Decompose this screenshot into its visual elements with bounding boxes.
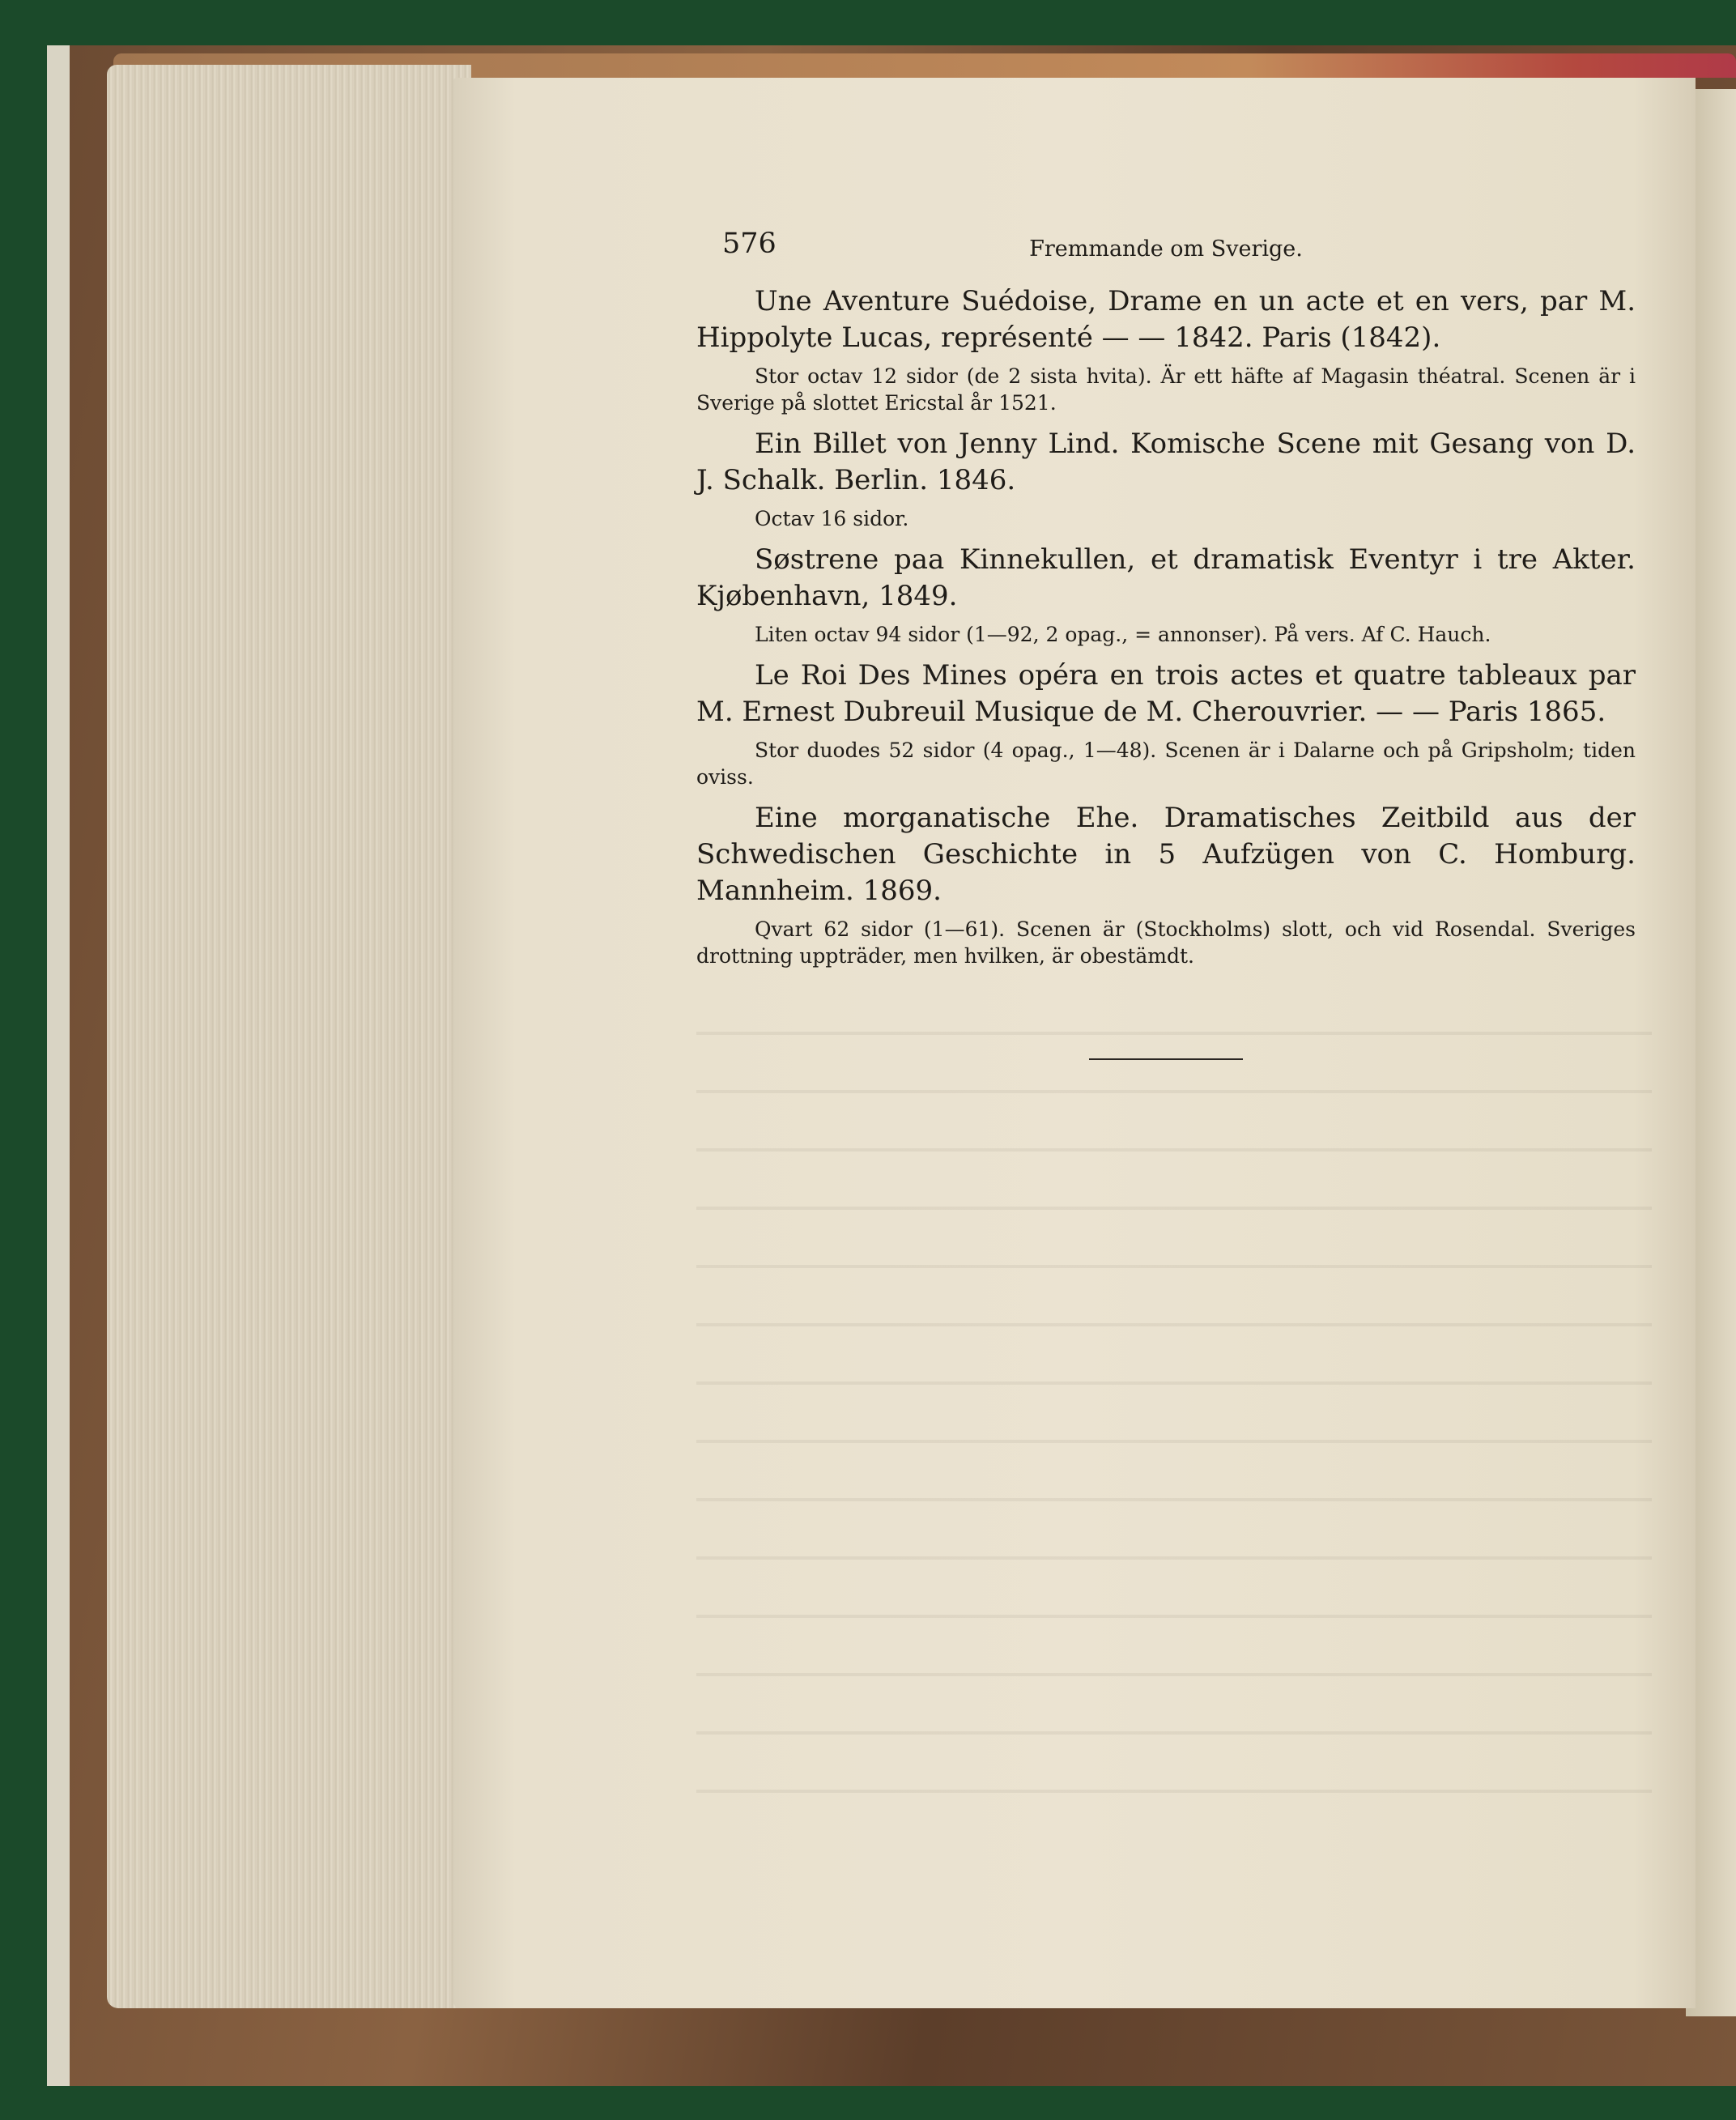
entry-note: Stor octav 12 sidor (de 2 sista hvita). Är ett häfte af Magasin théatral. Scenen är i Sverige på slottet Ericstal år 1521. [696, 364, 1636, 415]
entry-title: Søstrene paa Kinnekullen, et dramatisk Eventyr i tre Akter. Kjøbenhavn, 1849. [696, 543, 1636, 612]
running-title: Fremmande om Sverige. [1029, 236, 1303, 262]
entry-title: Le Roi Des Mines opéra en trois actes et quatre tableaux par M. Ernest Dubreuil Musique de M. Cherouvrier. — — Paris 1865. [696, 659, 1636, 728]
catalog-entry [696, 426, 1636, 532]
page-content [696, 227, 1636, 1060]
catalog-entry [696, 542, 1636, 648]
catalog-entry [696, 658, 1636, 790]
entry-title: Ein Billet von Jenny Lind. Komische Scene mit Gesang von D. J. Schalk. Berlin. 1846. [696, 428, 1636, 496]
entry-note: Octav 16 sidor. [755, 507, 909, 530]
entry-note: Liten octav 94 sidor (1—92, 2 opag., = annonser). På vers. Af C. Hauch. [755, 623, 1491, 646]
entry-note: Stor duodes 52 sidor (4 opag., 1—48). Scenen är i Dalarne och på Gripsholm; tiden oviss. [696, 739, 1636, 789]
page-header [696, 227, 1636, 267]
page-edges [107, 65, 471, 2008]
show-through-text [696, 1004, 1652, 1798]
cover-edge [47, 45, 70, 2086]
catalog-entry [696, 283, 1636, 416]
section-divider-rule [1089, 1058, 1243, 1060]
catalog-entry [696, 800, 1636, 969]
entry-title: Une Aventure Suédoise, Drame en un acte et en vers, par M. Hippolyte Lucas, représenté — — 1842. Paris (1842). [696, 285, 1636, 354]
page-number: 576 [722, 228, 777, 260]
entry-note: Qvart 62 sidor (1—61). Scenen är (Stockholms) slott, och vid Rosendal. Sveriges drottning uppträder, men hvilken, är obestämdt. [696, 917, 1636, 968]
entry-title: Eine morganatische Ehe. Dramatisches Zeitbild aus der Schwedischen Geschichte in 5 Aufzügen von C. Homburg. Mannheim. 1869. [696, 802, 1636, 907]
